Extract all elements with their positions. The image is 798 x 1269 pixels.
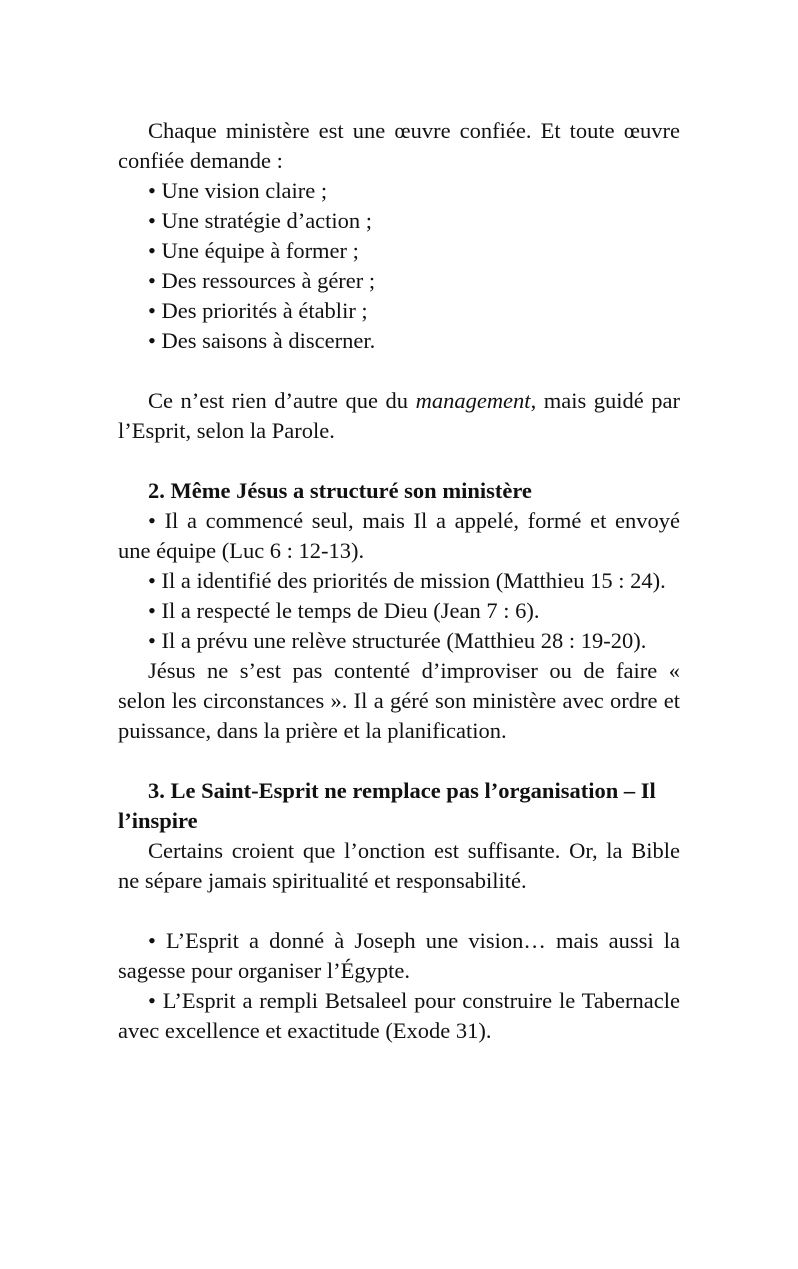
section-3-heading: 3. Le Saint-Esprit ne remplace pas l’organisation – Il l’inspire (118, 778, 656, 833)
page-content (118, 116, 680, 1046)
section-2-bullet: • Il a respecté le temps de Dieu (Jean 7 : 6). (148, 598, 540, 623)
intro-bullet: • Une stratégie d’action ; (148, 208, 373, 233)
intro-bullet: • Des ressources à gérer ; (148, 268, 376, 293)
management-text-before: Ce n’est rien d’autre que du (148, 388, 416, 413)
spacer (118, 446, 680, 476)
section-3-bullet: • L’Esprit a donné à Joseph une vision… mais aussi la sagesse pour organiser l’Égypte. (118, 928, 680, 983)
intro-bullet: • Des saisons à discerner. (148, 328, 376, 353)
intro-paragraph: Chaque ministère est une œuvre confiée. Et toute œuvre confiée demande : (118, 118, 680, 173)
section-2-bullet: • Il a prévu une relève structurée (Matthieu 28 : 19-20). (148, 628, 647, 653)
management-text-after: , mais guidé par l’Esprit, selon la Parole. (118, 388, 680, 443)
section-3-bullet: • L’Esprit a rempli Betsaleel pour construire le Tabernacle avec excellence et exactitude (Exode 31). (118, 988, 680, 1043)
spacer (118, 896, 680, 926)
management-emphasis: management (415, 388, 531, 413)
intro-bullet: • Des priorités à établir ; (148, 298, 368, 323)
section-2-bullet: • Il a commencé seul, mais Il a appelé, formé et envoyé une équipe (Luc 6 : 12-13). (118, 508, 680, 563)
intro-bullet: • Une vision claire ; (148, 178, 328, 203)
spacer (118, 746, 680, 776)
section-2-bullet: • Il a identifié des priorités de mission (Matthieu 15 : 24). (148, 568, 666, 593)
section-2-conclusion: Jésus ne s’est pas contenté d’improviser ou de faire « selon les circonstances ». Il a géré son ministère avec ordre et puissance, dans la prière et la planification. (118, 658, 680, 743)
spacer (118, 356, 680, 386)
intro-bullet: • Une équipe à former ; (148, 238, 359, 263)
section-3-intro: Certains croient que l’onction est suffisante. Or, la Bible ne sépare jamais spiritualité et responsabilité. (118, 838, 680, 893)
section-2-heading: 2. Même Jésus a structuré son ministère (148, 478, 532, 503)
management-paragraph (118, 386, 680, 446)
